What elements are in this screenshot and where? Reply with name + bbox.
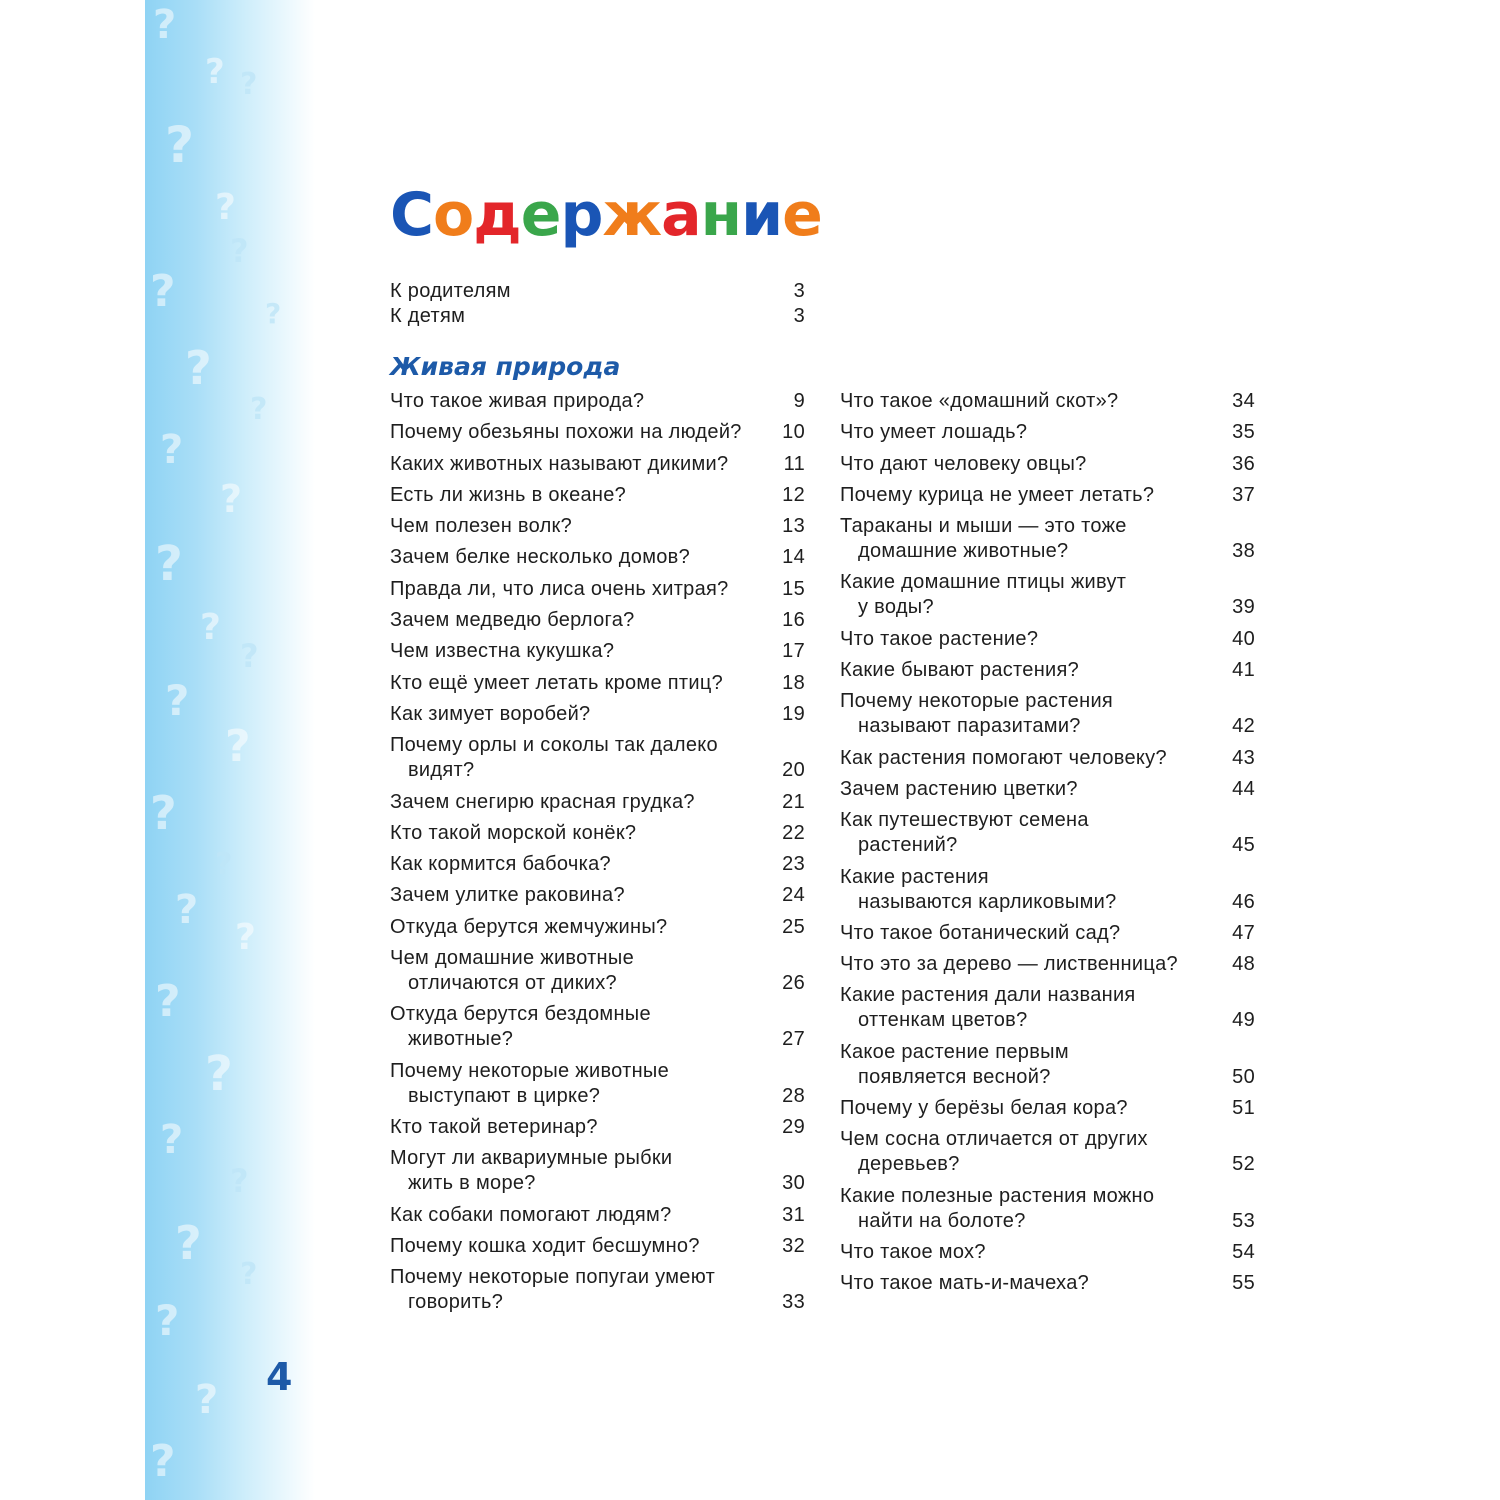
toc-entry[interactable] — [840, 483, 1255, 508]
toc-entry-title-continued: оттенкам цветов? — [858, 1009, 1028, 1032]
toc-entry-title: Откуда берутся жемчужины? — [390, 915, 668, 938]
intro-list — [390, 279, 805, 329]
toc-entry-title: Чем домашние животные — [390, 947, 635, 970]
toc-entry-title-continued: у воды? — [858, 596, 934, 619]
toc-entry[interactable] — [840, 1040, 1255, 1090]
title-letter: о — [433, 180, 474, 250]
toc-entry-page: 38 — [1232, 540, 1255, 563]
title-letter: е — [520, 180, 561, 250]
toc-entry-page: 48 — [1232, 953, 1255, 976]
toc-entry[interactable] — [390, 483, 805, 508]
toc-entry-title-continued: домашние животные? — [858, 540, 1069, 563]
toc-entry[interactable] — [390, 1146, 805, 1196]
toc-entry-title: Правда ли, что лиса очень хитрая? — [390, 577, 729, 600]
toc-entry[interactable] — [390, 608, 805, 633]
question-mark-icon: ? — [250, 392, 268, 427]
title-letter: е — [782, 180, 822, 250]
toc-entry-title: Почему у берёзы белая кора? — [840, 1097, 1128, 1120]
toc-entry-page: 39 — [1232, 596, 1255, 619]
toc-entry-title-continued: жить в море? — [408, 1172, 536, 1195]
question-mark-icon: ? — [200, 607, 221, 648]
toc-entry[interactable] — [840, 952, 1255, 977]
question-mark-icon: ? — [195, 1377, 219, 1423]
toc-entry-page: 25 — [782, 915, 805, 938]
toc-entry-page: 55 — [1232, 1272, 1255, 1295]
question-mark-icon: ? — [165, 676, 190, 725]
toc-entry-page: 37 — [1232, 483, 1255, 506]
question-mark-icon: ? — [265, 297, 282, 330]
title-letter: а — [661, 180, 701, 250]
title-letter: и — [741, 180, 783, 250]
question-mark-icon: ? — [160, 427, 184, 473]
toc-entry-page: 30 — [782, 1172, 805, 1195]
toc-entry-title: Каких животных называют дикими? — [390, 452, 729, 475]
toc-entry-title-continued: отличаются от диких? — [408, 972, 617, 995]
toc-entry-title-continued: называют паразитами? — [858, 715, 1081, 738]
question-mark-icon: ? — [175, 1216, 202, 1270]
toc-entry[interactable] — [390, 1203, 805, 1228]
toc-entry-page: 49 — [1232, 1009, 1255, 1032]
intro-entry[interactable] — [390, 304, 805, 329]
question-mark-icon: ? — [153, 2, 177, 48]
toc-entry-title-continued: видят? — [408, 759, 475, 782]
toc-entry[interactable] — [840, 627, 1255, 652]
toc-entry-title-continued: говорить? — [408, 1291, 504, 1314]
toc-entry[interactable] — [390, 1234, 805, 1259]
toc-entry[interactable] — [840, 983, 1255, 1033]
toc-entry-page: 11 — [783, 452, 805, 475]
toc-entry-title: Зачем медведю берлога? — [390, 609, 635, 632]
toc-entry[interactable] — [390, 1115, 805, 1140]
toc-entry-page: 17 — [782, 640, 805, 663]
toc-entry[interactable] — [840, 389, 1255, 414]
toc-entry-title: Есть ли жизнь в океане? — [390, 483, 627, 506]
toc-entry[interactable] — [390, 639, 805, 664]
toc-entry[interactable] — [840, 420, 1255, 445]
toc-entry-page: 21 — [782, 790, 805, 813]
question-mark-icon: ? — [155, 1296, 180, 1345]
toc-entry-title: К родителям — [390, 280, 511, 302]
toc-entry[interactable] — [840, 1240, 1255, 1265]
toc-entry[interactable] — [840, 1096, 1255, 1121]
toc-entry[interactable] — [840, 746, 1255, 771]
question-mark-icon: ? — [240, 637, 259, 675]
toc-entry-page: 23 — [782, 853, 805, 876]
toc-entry-title: Тараканы и мыши — это тоже — [840, 515, 1127, 538]
toc-entry[interactable] — [390, 852, 805, 877]
toc-entry[interactable] — [390, 946, 805, 996]
toc-entry-title: Что такое растение? — [840, 627, 1039, 650]
question-mark-icon: ? — [150, 1436, 176, 1487]
toc-entry-page: 40 — [1232, 627, 1255, 650]
toc-entry-title: Откуда берутся бездомные — [390, 1003, 651, 1026]
toc-entry-page: 14 — [782, 546, 805, 569]
toc-entry-title: Как зимует воробей? — [390, 702, 591, 725]
toc-entry[interactable] — [840, 570, 1255, 620]
toc-entry[interactable] — [390, 821, 805, 846]
toc-entry[interactable] — [840, 452, 1255, 477]
toc-entry[interactable] — [840, 921, 1255, 946]
toc-entry-title-continued: найти на болоте? — [858, 1209, 1026, 1232]
toc-entry-page: 33 — [782, 1291, 805, 1314]
toc-entry-title: Какие полезные растения можно — [840, 1184, 1155, 1207]
toc-entry-title: К детям — [390, 305, 466, 327]
toc-entry[interactable] — [390, 702, 805, 727]
toc-entry-page: 51 — [1232, 1097, 1255, 1120]
toc-entry-page: 24 — [782, 884, 805, 907]
toc-entry-page: 31 — [782, 1203, 805, 1226]
toc-entry-page: 54 — [1232, 1240, 1255, 1263]
toc-entry-title: Почему курица не умеет летать? — [840, 483, 1155, 506]
toc-entry[interactable] — [840, 1184, 1255, 1234]
toc-entry-title: Какие домашние птицы живут — [840, 571, 1127, 594]
toc-entry-page: 28 — [782, 1084, 805, 1107]
toc-entry-page: 26 — [782, 972, 805, 995]
toc-right-column — [840, 389, 1255, 1303]
toc-entry-title: Что такое мать-и-мачеха? — [840, 1272, 1090, 1295]
toc-entry-page: 22 — [782, 821, 805, 844]
toc-entry-page: 42 — [1232, 715, 1255, 738]
toc-entry[interactable] — [390, 883, 805, 908]
left-margin — [0, 0, 145, 1500]
toc-entry-title: Что дают человеку овцы? — [840, 452, 1087, 475]
toc-entry-page: 43 — [1232, 746, 1255, 769]
toc-entry-title: Как собаки помогают людям? — [390, 1203, 672, 1226]
toc-entry-title: Что это за дерево — лиственница? — [840, 953, 1178, 976]
page-title — [390, 180, 822, 250]
toc-entry-page: 18 — [782, 671, 805, 694]
toc-entry[interactable] — [840, 777, 1255, 802]
toc-entry-title-continued: выступают в цирке? — [408, 1084, 601, 1107]
toc-entry-title-continued: растений? — [858, 834, 958, 857]
toc-entry-title: Почему орлы и соколы так далеко — [390, 734, 718, 757]
question-mark-icon: ? — [185, 341, 212, 395]
question-mark-icon: ? — [225, 721, 251, 772]
toc-entry-title: Что такое «домашний скот»? — [840, 390, 1119, 412]
toc-entry[interactable] — [840, 1271, 1255, 1296]
question-mark-icon: ? — [235, 917, 256, 958]
toc-entry-title-continued: называются карликовыми? — [858, 890, 1117, 913]
toc-entry-title: Почему некоторые попугаи умеют — [390, 1266, 716, 1289]
question-mark-icon: ? — [160, 1117, 184, 1163]
toc-entry-page: 15 — [782, 577, 805, 600]
title-letter: С — [390, 180, 434, 250]
toc-entry[interactable] — [840, 689, 1255, 739]
question-mark-icon: ? — [240, 67, 258, 102]
toc-entry-page: 16 — [782, 609, 805, 632]
toc-entry[interactable] — [390, 1002, 805, 1052]
toc-entry-title: Зачем улитке раковина? — [390, 884, 625, 907]
toc-entry-page: 13 — [782, 515, 805, 538]
toc-entry-page: 52 — [1232, 1153, 1255, 1176]
toc-entry-page: 44 — [1232, 777, 1255, 800]
toc-entry[interactable] — [390, 452, 805, 477]
toc-entry-page: 45 — [1232, 834, 1255, 857]
toc-entry[interactable] — [840, 658, 1255, 683]
question-mark-icon: ? — [230, 232, 249, 270]
toc-entry[interactable] — [390, 1265, 805, 1315]
toc-entry-page: 36 — [1232, 452, 1255, 475]
toc-entry-title: Зачем растению цветки? — [840, 777, 1078, 800]
toc-entry-page: 47 — [1232, 921, 1255, 944]
toc-entry-title: Почему кошка ходит бесшумно? — [390, 1234, 700, 1257]
toc-entry-page: 35 — [1232, 421, 1255, 444]
question-mark-icon: ? — [165, 116, 195, 174]
title-letter: р — [560, 180, 603, 250]
page-number: 4 — [266, 1355, 293, 1399]
toc-entry-title-continued: деревьев? — [858, 1153, 960, 1176]
toc-entry-page: 41 — [1232, 659, 1255, 682]
toc-left-column — [390, 389, 805, 1321]
title-letter: д — [473, 180, 521, 250]
toc-entry-title: Почему некоторые животные — [390, 1059, 670, 1082]
toc-entry-page: 32 — [782, 1234, 805, 1257]
toc-entry[interactable] — [840, 514, 1255, 564]
toc-entry-title: Как путешествуют семена — [840, 809, 1089, 832]
intro-entry[interactable] — [390, 279, 805, 304]
toc-entry-page: 29 — [782, 1115, 805, 1138]
toc-entry[interactable] — [840, 1127, 1255, 1177]
question-mark-icon: ? — [205, 1046, 233, 1102]
toc-entry[interactable] — [390, 915, 805, 940]
question-mark-icon: ? — [220, 477, 243, 521]
toc-entry-page: 34 — [1232, 390, 1255, 412]
question-mark-icon: ? — [215, 187, 236, 228]
decorative-side-strip — [145, 0, 315, 1500]
question-mark-icon: ? — [175, 887, 199, 933]
toc-entry-title: Как растения помогают человеку? — [840, 746, 1167, 769]
toc-entry[interactable] — [390, 577, 805, 602]
toc-entry-title-continued: животные? — [408, 1028, 514, 1051]
question-mark-icon: ? — [240, 1257, 258, 1292]
toc-entry[interactable] — [390, 420, 805, 445]
toc-entry[interactable] — [840, 865, 1255, 915]
question-mark-icon: ? — [155, 536, 183, 592]
toc-entry-title: Какие растения — [840, 865, 989, 888]
toc-entry-title: Могут ли аквариумные рыбки — [390, 1147, 673, 1170]
toc-entry-title: Чем известна кукушка? — [390, 640, 615, 663]
question-mark-icon: ? — [150, 266, 176, 317]
toc-entry-page: 20 — [782, 759, 805, 782]
question-mark-icon: ? — [215, 847, 233, 882]
toc-entry-title: Какие растения дали названия — [840, 984, 1136, 1007]
toc-entry-page: 53 — [1232, 1209, 1255, 1232]
toc-entry-title: Кто ещё умеет летать кроме птиц? — [390, 671, 723, 694]
toc-entry-page: 3 — [793, 280, 805, 302]
toc-entry-page: 46 — [1232, 890, 1255, 913]
toc-entry-title: Что такое живая природа? — [390, 390, 645, 412]
toc-entry[interactable] — [390, 733, 805, 783]
question-mark-icon: ? — [155, 976, 181, 1027]
toc-entry[interactable] — [390, 545, 805, 570]
toc-entry-title: Зачем белке несколько домов? — [390, 546, 691, 569]
title-letter: н — [700, 180, 742, 250]
toc-entry-title: Что такое мох? — [840, 1240, 986, 1263]
toc-entry-page: 10 — [782, 421, 805, 444]
toc-entry-title: Чем полезен волк? — [390, 515, 573, 538]
section-heading: Живая природа — [390, 352, 621, 381]
toc-entry-title: Что умеет лошадь? — [840, 421, 1028, 444]
toc-entry-page: 50 — [1232, 1065, 1255, 1088]
question-mark-icon: ? — [205, 52, 225, 92]
toc-entry-page: 19 — [782, 702, 805, 725]
toc-entry[interactable] — [390, 1059, 805, 1109]
toc-entry-title-continued: появляется весной? — [858, 1065, 1051, 1088]
toc-entry-title: Чем сосна отличается от других — [840, 1128, 1148, 1151]
toc-entry-title: Почему обезьяны похожи на людей? — [390, 421, 742, 444]
toc-entry[interactable] — [840, 808, 1255, 858]
toc-entry-page: 12 — [782, 483, 805, 506]
question-mark-icon: ? — [150, 786, 177, 840]
toc-entry-title: Какое растение первым — [840, 1040, 1069, 1063]
toc-entry[interactable] — [390, 790, 805, 815]
toc-entry-title: Как кормится бабочка? — [390, 853, 611, 876]
toc-entry-page: 3 — [793, 305, 805, 327]
toc-entry-page: 27 — [782, 1028, 805, 1051]
toc-entry-title: Почему некоторые растения — [840, 690, 1114, 713]
question-mark-icon: ? — [230, 1162, 249, 1200]
toc-entry[interactable] — [390, 389, 805, 414]
toc-entry[interactable] — [390, 671, 805, 696]
toc-entry-title: Какие бывают растения? — [840, 659, 1080, 682]
title-letter: ж — [602, 180, 662, 250]
toc-entry-title: Кто такой морской конёк? — [390, 821, 637, 844]
toc-entry[interactable] — [390, 514, 805, 539]
toc-entry-title: Зачем снегирю красная грудка? — [390, 790, 695, 813]
toc-entry-title: Кто такой ветеринар? — [390, 1115, 598, 1138]
toc-entry-title: Что такое ботанический сад? — [840, 921, 1121, 944]
toc-entry-page: 9 — [793, 390, 805, 412]
